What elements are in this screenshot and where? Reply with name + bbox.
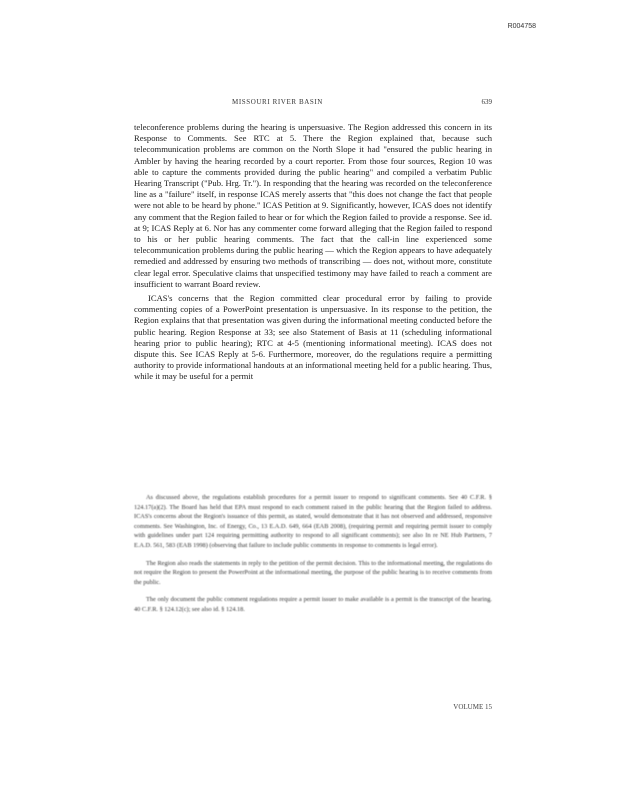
body-text — [134, 122, 492, 383]
page-number: 639 — [481, 98, 492, 106]
footnotes — [134, 493, 492, 623]
running-title: MISSOURI RIVER BASIN — [232, 98, 323, 106]
volume-footer: VOLUME 15 — [453, 703, 492, 711]
body-paragraph: ICAS's concerns that the Region committed clear procedural error by failing to provide commenting copies of a PowerPoint presentation is unpersuasive. In its response to the petition, the Region explains that that presentation was given during the informational meeting conducted before the public hearing. Region Response at 33; see also Statement of Basis at 11 (scheduling informational hearing prior to public hearing); RTC at 4-5 (mentioning informational meeting). ICAS does not dispute this. See ICAS Reply at 5-6. Furthermore, moreover, do the regulations require a permitting authority to provide informational handouts at an informational meeting held for a public hearing. Thus, while it may be useful for a permit — [134, 293, 492, 382]
footnote: The only document the public comment regulations require a permit issuer to make available is a permit is the transcript of the hearing. 40 C.F.R. § 124.12(c); see also id. § 124.18. — [134, 596, 492, 613]
footnote: As discussed above, the regulations establish procedures for a permit issuer to respond to significant comments. See 40 C.F.R. § 124.17(a)(2). The Board has held that EPA must respond to each comment raised in the public hearing that the Region failed to address. ICAS's concerns about the Region's issuance of this permit, as stated, would demonstrate that it has not observed and addressed, responsive comments. See Washington, Inc. of Energy, Co., 13 E.A.D. 649, 664 (EAB 2008), (requiring permit and requiring permit issuer to comply with guidelines under part 124 requiring permitting authority to respond to all significant comments); see also In re NE Hub Partners, 7 E.A.D. 561, 583 (EAB 1998) (observing that failure to include public comments in response to comments is legal error). — [134, 494, 492, 549]
body-paragraph: teleconference problems during the hearing is unpersuasive. The Region addressed this concern in its Response to Comments. See RTC at 5. There the Region explained that, because such telecommunication problems are common on the North Slope it had "ensured the public hearing in Ambler by having the hearing recorded by a court reporter. From those four sources, Region 10 was able to capture the comments provided during the public hearing" and compiled a verbatim Public Hearing Transcript ("Pub. Hrg. Tr."). In responding that the hearing was recorded on the teleconference line as a "failure" itself, in response ICAS merely asserts that "this does not change the fact that people were not able to be heard by phone." ICAS Petition at 9. Significantly, however, ICAS does not identify any comment that the Region failed to hear or for which the Region failed to provide a response. See id. at 9; ICAS Reply at 6. Nor has any commenter come forward alleging that the Region failed to respond to his or her public hearing comments. The fact that the call-in line experienced some telecommunication problems during the public hearing — which the Region appears to have adequately remedied and addressed by ensuring two methods of transcribing — does not, without more, constitute clear legal error. Speculative claims that unspecified testimony may have failed to reach a comment are insufficient to warrant Board review. — [134, 122, 492, 289]
footnote: The Region also reads the statements in reply to the petition of the permit decision. This to the informational meeting, the regulations do not require the Region to present the PowerPoint at the informational meeting, the purpose of the public hearing is to receive comments from the public. — [134, 559, 492, 586]
bates-number: R004758 — [507, 23, 536, 30]
